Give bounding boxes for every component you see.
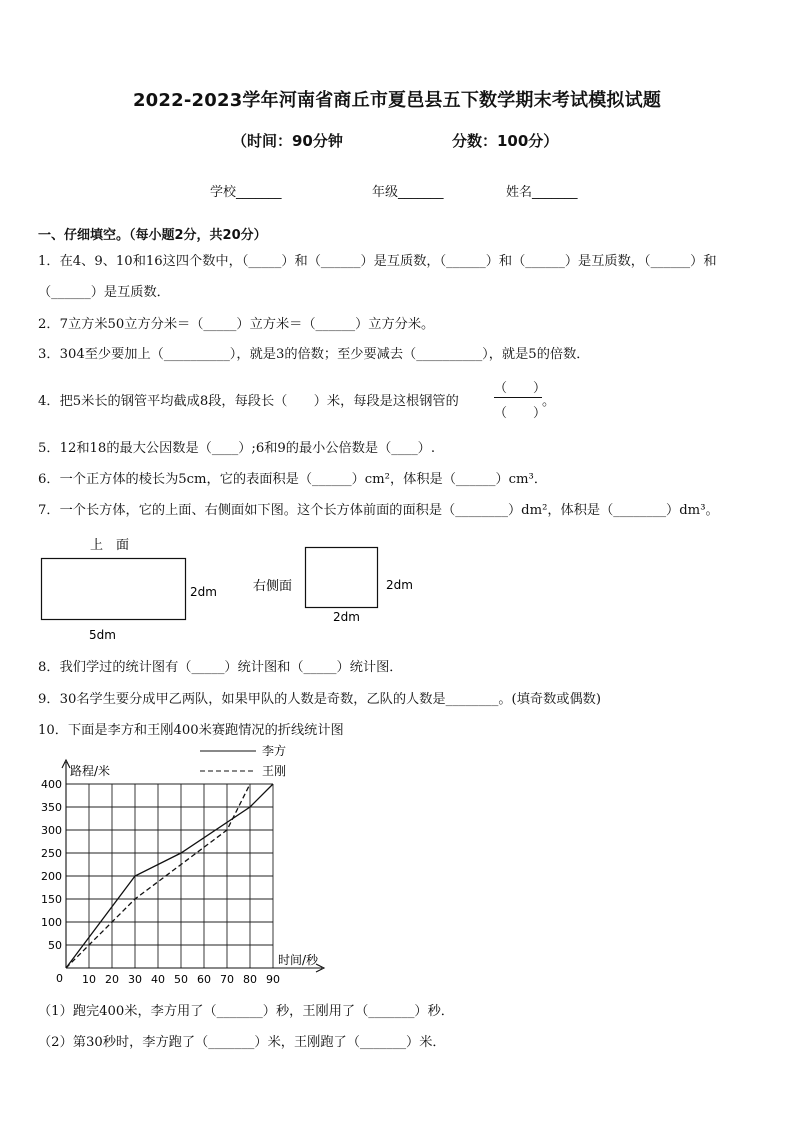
chart-tick-labels: [41, 778, 280, 986]
x-tick-label: 90: [266, 973, 280, 986]
right-face-side-label: 2dm: [386, 578, 413, 592]
legend-label-1: 李方: [262, 744, 287, 758]
question-10-part-2: （2）第30秒时，李方跑了（_______）米，王刚跑了（_______）米．: [38, 1035, 446, 1050]
page-title: 2022-2023学年河南省商丘市夏邑县五下数学期末考试模拟试题: [132, 90, 662, 111]
fraction-bar: [494, 397, 542, 398]
legend-label-2: 王刚: [262, 764, 287, 778]
x-tick-label: 10: [82, 973, 96, 986]
y-tick-label: 300: [41, 824, 62, 837]
grade-field[interactable]: 年级_______: [372, 185, 444, 200]
y-tick-label: 350: [41, 801, 62, 814]
top-face-rect: [42, 559, 186, 620]
question-3: 3．304至少要加上（__________），就是3的倍数；至少要减去（__________），就是5的倍数．: [38, 347, 590, 362]
exam-time: （时间：90分钟: [232, 132, 343, 150]
question-7: 7．一个长方体，它的上面、右侧面如下图。这个长方体前面的面积是（________）dm²，体积是（________）dm³。: [38, 503, 719, 518]
exam-score: 分数：100分）: [452, 132, 559, 150]
x-tick-label: 30: [128, 973, 142, 986]
name-field[interactable]: 姓名_______: [506, 185, 578, 200]
x-axis-label: 时间/秒: [278, 953, 319, 967]
y-tick-label: 100: [41, 916, 62, 929]
question-8: 8．我们学过的统计图有（_____）统计图和（_____）统计图．: [38, 660, 403, 675]
question-4-fraction: [494, 375, 547, 421]
y-tick-label: 250: [41, 847, 62, 860]
question-1-line-1: 1．在4、9、10和16这四个数中，（_____）和（______）是互质数，（______）和（______）是互质数，（______）和: [38, 254, 717, 269]
x-tick-label: 80: [243, 973, 257, 986]
origin-label: 0: [56, 972, 63, 985]
y-tick-label: 400: [41, 778, 62, 791]
y-tick-label: 200: [41, 870, 62, 883]
question-7-figure: [0, 530, 794, 645]
race-line-chart: [0, 740, 794, 990]
fraction-denominator: （ ）: [494, 406, 547, 421]
top-face-label: 上 面: [90, 538, 130, 553]
y-tick-label: 50: [48, 939, 62, 952]
x-tick-label: 40: [151, 973, 165, 986]
chart-axes: [62, 760, 324, 972]
x-tick-label: 50: [174, 973, 188, 986]
chart-legend: [200, 743, 286, 778]
y-axis-label: 路程/米: [70, 764, 111, 778]
question-6: 6．一个正方体的棱长为5cm，它的表面积是（______）cm²，体积是（______）cm³．: [38, 472, 548, 487]
question-2: 2．7立方米50立方分米＝（_____）立方米＝（______）立方分米。: [38, 317, 435, 332]
question-10-part-1: （1）跑完400米，李方用了（_______）秒，王刚用了（_______）秒．: [38, 1004, 454, 1019]
right-face-label: 右侧面: [253, 579, 293, 594]
question-5: 5．12和18的最大公因数是（____）;6和9的最小公倍数是（____）.: [38, 441, 436, 456]
section-heading: 一、仔细填空。（每小题2分，共20分）: [38, 228, 267, 243]
x-tick-label: 60: [197, 973, 211, 986]
question-4: 4．把5米长的钢管平均截成8段，每段长（ ）米，每段是这根钢管的: [38, 394, 459, 409]
top-face-side-label: 2dm: [190, 585, 217, 599]
question-4-end: 。: [542, 394, 556, 409]
question-1-line-2: （______）是互质数．: [38, 285, 170, 300]
x-tick-label: 20: [105, 973, 119, 986]
right-face-bottom-label: 2dm: [333, 610, 360, 624]
x-tick-label: 70: [220, 973, 234, 986]
question-9: 9．30名学生要分成甲乙两队，如果甲队的人数是奇数，乙队的人数是________。(填奇数或偶数): [38, 692, 601, 707]
question-10: 10．下面是李方和王刚400米赛跑情况的折线统计图: [38, 723, 344, 738]
y-tick-label: 150: [41, 893, 62, 906]
fraction-numerator: （ ）: [494, 381, 547, 396]
school-field[interactable]: 学校_______: [210, 185, 282, 200]
right-face-rect: [306, 548, 378, 608]
top-face-bottom-label: 5dm: [89, 628, 116, 642]
